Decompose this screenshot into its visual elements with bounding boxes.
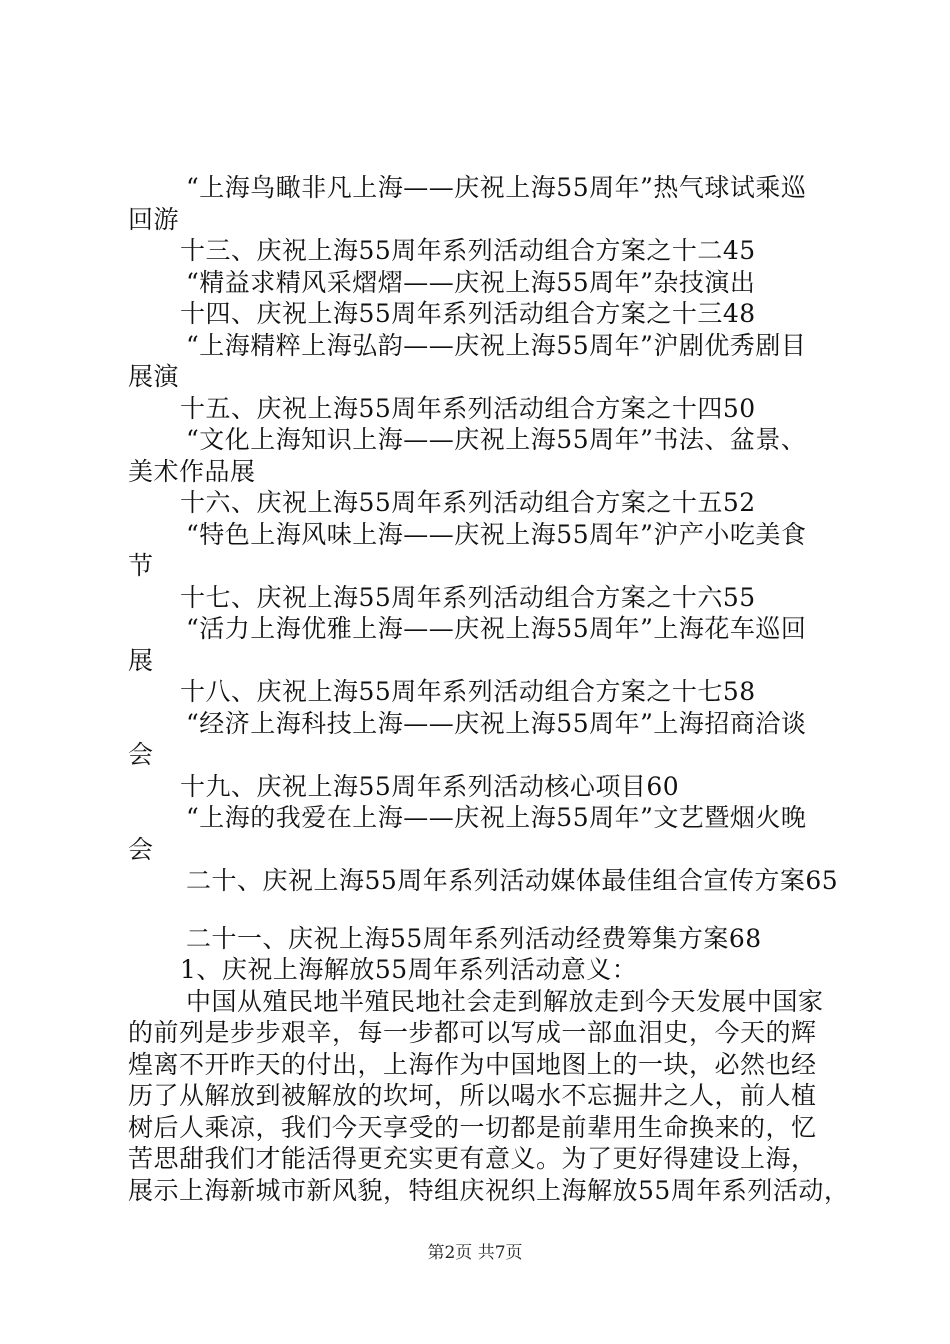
line-gala-title: “上海的我爱在上海——庆祝上海55周年”文艺暨烟火晚 (186, 803, 807, 832)
paragraph-line: 展示上海新城市新风貌，特组庆祝织上海解放55周年系列活动， (128, 1175, 850, 1205)
page-number-label: 第2页 共7页 (427, 1243, 523, 1263)
toc-item-13: 十三、庆祝上海55周年系列活动组合方案之十二45 (180, 236, 756, 265)
line-food-title-cont: 节 (128, 551, 154, 580)
toc-item-18: 十八、庆祝上海55周年系列活动组合方案之十七58 (180, 677, 756, 706)
line-calligraphy-title: “文化上海知识上海——庆祝上海55周年”书法、盆景、 (186, 425, 807, 454)
line-investment-title: “经济上海科技上海——庆祝上海55周年”上海招商洽谈 (186, 708, 807, 738)
section-heading-significance: 1、庆祝上海解放55周年系列活动意义： (180, 955, 638, 984)
line-investment-title-cont: 会 (128, 740, 154, 769)
page-footer (0, 1243, 950, 1263)
toc-item-21: 二十一、庆祝上海55周年系列活动经费筹集方案68 (186, 923, 762, 953)
line-gala-title-cont: 会 (128, 834, 154, 864)
toc-item-14: 十四、庆祝上海55周年系列活动组合方案之十三48 (180, 299, 756, 328)
paragraph-line: 的前列是步步艰辛，每一步都可以写成一部血泪史，今天的辉 (128, 1018, 817, 1047)
toc-item-17: 十七、庆祝上海55周年系列活动组合方案之十六55 (180, 582, 756, 612)
toc-item-19: 十九、庆祝上海55周年系列活动核心项目60 (180, 771, 680, 801)
line-opera-title-cont: 展演 (128, 362, 180, 391)
line-calligraphy-title-cont: 美术作品展 (128, 456, 256, 486)
paragraph-line: 苦思甜我们才能活得更充实更有意义。为了更好得建设上海， (128, 1144, 817, 1173)
line-balloon-title-cont: 回游 (128, 204, 180, 234)
paragraph-line: 中国从殖民地半殖民地社会走到解放走到今天发展中国家 (186, 986, 824, 1016)
line-float-title: “活力上海优雅上海——庆祝上海55周年”上海花车巡回 (186, 614, 807, 643)
line-opera-title: “上海精粹上海弘韵——庆祝上海55周年”沪剧优秀剧目 (186, 330, 807, 360)
line-float-title-cont: 展 (128, 645, 154, 675)
paragraph-line: 煌离不开昨天的付出，上海作为中国地图上的一块，必然也经 (128, 1049, 817, 1079)
toc-item-15: 十五、庆祝上海55周年系列活动组合方案之十四50 (180, 393, 756, 423)
line-food-title: “特色上海风味上海——庆祝上海55周年”沪产小吃美食 (186, 519, 807, 549)
document-body (128, 172, 850, 1206)
paragraph-line: 树后人乘凉，我们今天享受的一切都是前辈用生命换来的，忆 (128, 1112, 817, 1142)
toc-item-20: 二十、庆祝上海55周年系列活动媒体最佳组合宣传方案65 (186, 866, 839, 895)
paragraph-line: 历了从解放到被解放的坎坷，所以喝水不忘掘井之人，前人植 (128, 1081, 817, 1110)
toc-item-16: 十六、庆祝上海55周年系列活动组合方案之十五52 (180, 488, 756, 517)
line-acrobatics-title: “精益求精风采熠熠——庆祝上海55周年”杂技演出 (186, 267, 756, 297)
line-balloon-title: “上海鸟瞰非凡上海——庆祝上海55周年”热气球试乘巡 (186, 173, 807, 202)
paragraph-gap (128, 897, 838, 923)
